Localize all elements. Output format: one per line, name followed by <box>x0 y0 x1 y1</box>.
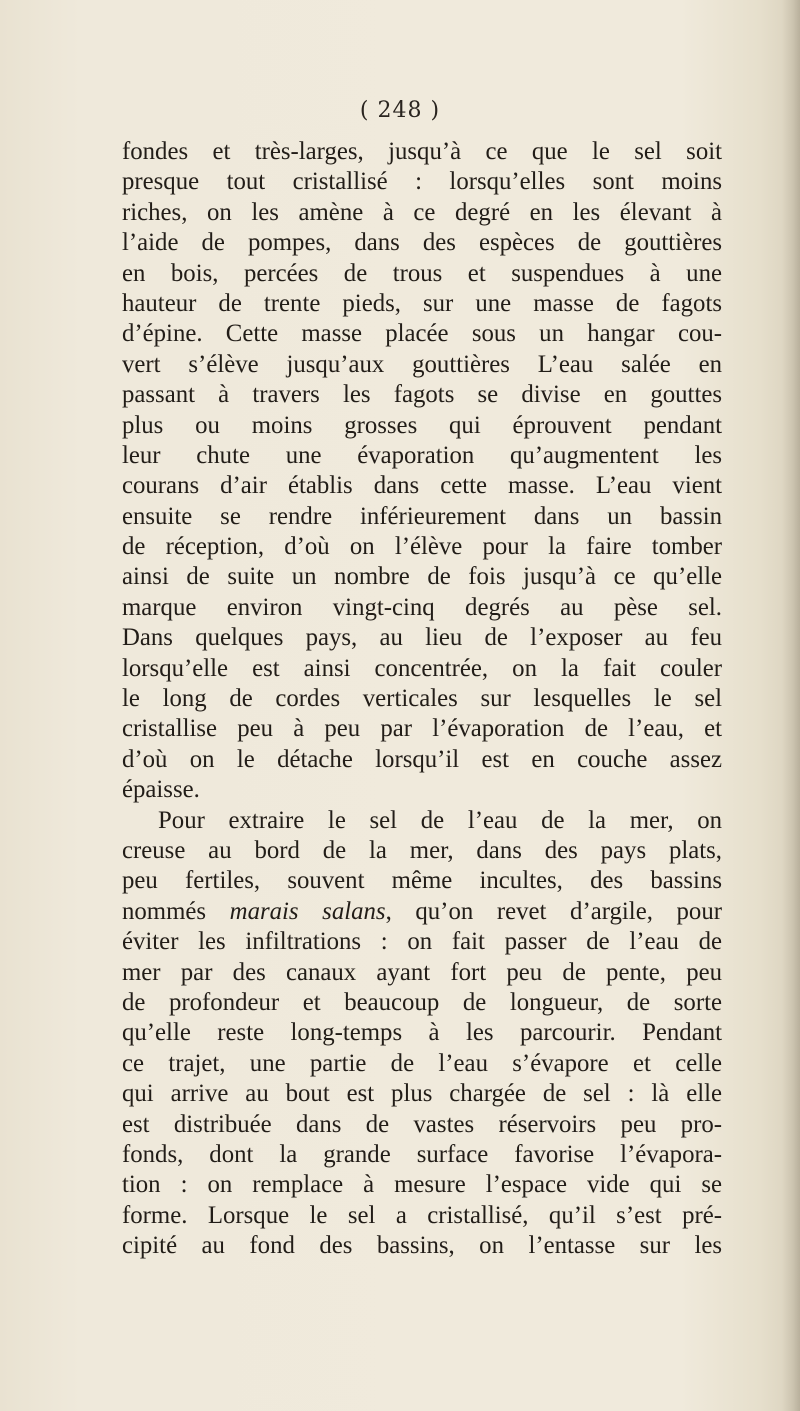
text-line: hauteur de trente pieds, sur une masse de fagots <box>122 289 722 317</box>
text-line: cipité au fond des bassins, on l’entasse sur les <box>122 1232 722 1260</box>
text-line: ensuite se rendre inférieurement dans un bassin <box>122 502 722 530</box>
text-line: d’où on le détache lorsqu’il est en couche assez <box>122 745 722 773</box>
text-line: creuse au bord de la mer, dans des pays plats, <box>122 836 722 864</box>
text-line: Dans quelques pays, au lieu de l’exposer au feu <box>122 624 722 652</box>
text-line: fonds, dont la grande surface favorise l’évapora- <box>122 1140 722 1168</box>
page-number: ( 248 ) <box>359 98 441 123</box>
text-line: plus ou moins grosses qui éprouvent pendant <box>122 411 722 439</box>
text-line: presque tout cristallisé : lorsqu’elles sont moins <box>122 168 722 196</box>
text-line-with-italic <box>122 897 722 927</box>
text-line: de profondeur et beaucoup de longueur, de sorte <box>122 988 722 1016</box>
text-line: d’épine. Cette masse placée sous un hangar cou- <box>122 320 722 348</box>
text-line: ce trajet, une partie de l’eau s’évapore et celle <box>122 1049 722 1077</box>
italic-term: marais salans <box>229 897 386 925</box>
text-line: qui arrive au bout est plus chargée de sel : là elle <box>122 1080 722 1108</box>
paragraph-end-line: épaisse. <box>122 776 200 804</box>
text-line: riches, on les amène à ce degré en les élevant à <box>122 198 722 226</box>
text-line: marque environ vingt-cinq degrés au pèse sel. <box>122 593 722 621</box>
text-line: tion : on remplace à mesure l’espace vide qui se <box>122 1171 722 1199</box>
paragraph-start-line: Pour extraire le sel de l’eau de la mer, on <box>158 806 722 834</box>
text-line: le long de cordes verticales sur lesquelles le sel <box>122 685 722 713</box>
text-line: peu fertiles, souvent même incultes, des bassins <box>122 867 722 895</box>
page-edge-shadow <box>782 0 800 1411</box>
text-line: mer par des canaux ayant fort peu de pente, peu <box>122 958 722 986</box>
text-line: courans d’air établis dans cette masse. L’eau vient <box>122 472 722 500</box>
text-line: est distribuée dans de vastes réservoirs peu pro- <box>122 1110 722 1138</box>
text-line: l’aide de pompes, dans des espèces de gouttières <box>122 229 722 257</box>
text-line: forme. Lorsque le sel a cristallisé, qu’il s’est pré- <box>122 1201 722 1229</box>
text-line: leur chute une évaporation qu’augmentent les <box>122 441 722 469</box>
text-line: fondes et très-larges, jusqu’à ce que le sel soit <box>122 138 722 165</box>
text-line: de réception, d’où on l’élève pour la faire tomber <box>122 533 722 561</box>
text-line: vert s’élève jusqu’aux gouttières L’eau salée en <box>122 350 722 378</box>
text-line: ainsi de suite un nombre de fois jusqu’à ce qu’elle <box>122 563 722 591</box>
text-segment: nommés <box>122 897 230 925</box>
text-line: éviter les infiltrations : on fait passer de l’eau de <box>122 928 722 956</box>
text-line: en bois, percées de trous et suspendues à une <box>122 259 722 287</box>
text-line: cristallise peu à peu par l’évaporation de l’eau, et <box>122 715 722 743</box>
text-line: passant à travers les fagots se divise en gouttes <box>122 381 722 409</box>
text-line: lorsqu’elle est ainsi concentrée, on la fait couler <box>122 654 722 682</box>
text-line: qu’elle reste long-temps à les parcourir. Pendant <box>122 1019 722 1047</box>
text-segment: , qu’on revet d’argile, pour <box>385 897 722 925</box>
body-text <box>122 137 722 1261</box>
